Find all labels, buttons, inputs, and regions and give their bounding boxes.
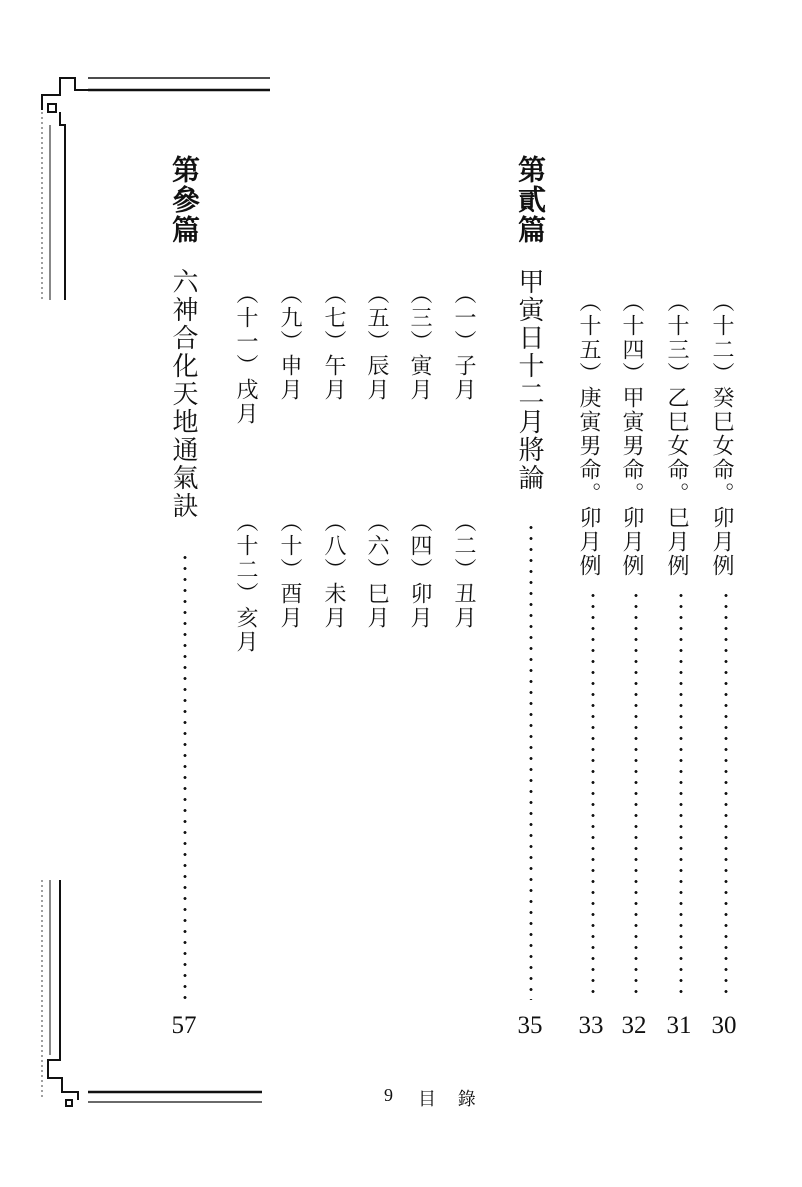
toc-month-9[interactable]: （九）申月 bbox=[277, 282, 302, 402]
toc-month-2[interactable]: （二）丑月 bbox=[451, 510, 476, 630]
page-number-35: 35 bbox=[517, 1012, 543, 1039]
toc-entry-12[interactable]: （十二）癸巳女命。卯月例 bbox=[709, 290, 734, 578]
page-number-30: 30 bbox=[711, 1012, 737, 1039]
chapter-3-title[interactable]: 六神合化天地通氣訣 bbox=[168, 268, 198, 520]
toc-month-11[interactable]: （十一）戌月 bbox=[233, 282, 258, 426]
toc-month-6[interactable]: （六）巳月 bbox=[364, 510, 389, 630]
page-number-31: 31 bbox=[666, 1012, 692, 1039]
toc-month-3[interactable]: （三）寅月 bbox=[407, 282, 432, 402]
dot-leader bbox=[724, 590, 728, 1000]
toc-month-4[interactable]: （四）卯月 bbox=[407, 510, 432, 630]
toc-month-5[interactable]: （五）辰月 bbox=[364, 282, 389, 402]
toc-month-8[interactable]: （八）未月 bbox=[321, 510, 346, 630]
toc-entry-14[interactable]: （十四）甲寅男命。卯月例 bbox=[619, 290, 644, 578]
footer-page-number: 9 bbox=[384, 1085, 393, 1105]
chapter-2-label: 第貳篇 bbox=[514, 155, 547, 245]
toc-entry-15[interactable]: （十五）庚寅男命。卯月例 bbox=[576, 290, 601, 578]
footer-section-title: 目 錄 bbox=[418, 1089, 484, 1110]
toc-entry-13[interactable]: （十三）乙巳女命。巳月例 bbox=[664, 290, 689, 578]
dot-leader bbox=[591, 590, 595, 1000]
chapter-2-title[interactable]: 甲寅日十二月將論 bbox=[514, 268, 544, 492]
toc-month-10[interactable]: （十）酉月 bbox=[277, 510, 302, 630]
toc-month-7[interactable]: （七）午月 bbox=[321, 282, 346, 402]
page-number-33: 33 bbox=[578, 1012, 604, 1039]
dot-leader bbox=[183, 552, 187, 1000]
dot-leader bbox=[679, 590, 683, 1000]
page-number-32: 32 bbox=[621, 1012, 647, 1039]
toc-month-1[interactable]: （一）子月 bbox=[451, 282, 476, 402]
dot-leader bbox=[529, 522, 533, 1000]
chapter-3-label: 第參篇 bbox=[168, 155, 201, 245]
page-number-57: 57 bbox=[171, 1012, 197, 1039]
toc-month-12[interactable]: （十二）亥月 bbox=[233, 510, 258, 654]
dot-leader bbox=[634, 590, 638, 1000]
